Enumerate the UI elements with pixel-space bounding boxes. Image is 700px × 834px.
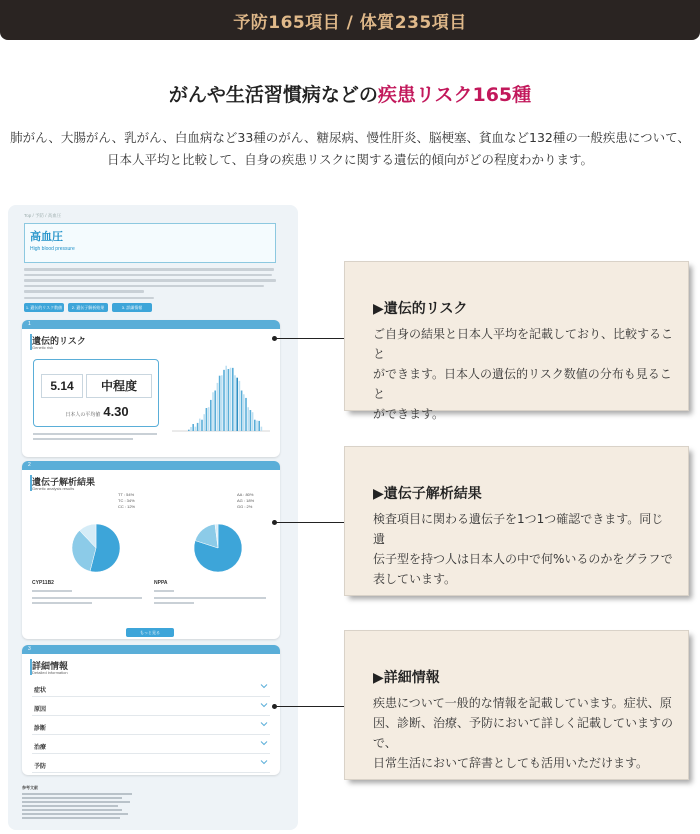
histogram-bar [230, 368, 232, 431]
gene-card-title: 遺伝子解析結果 [32, 477, 96, 487]
gene-1-text-placeholder [32, 590, 142, 607]
connector-line [274, 706, 346, 707]
histogram-bar [236, 378, 238, 431]
intro-text-placeholder [24, 268, 278, 299]
callout-line: ご自身の結果と日本人平均を記載しており、比較すること [373, 327, 674, 361]
histogram-bar [245, 398, 247, 431]
chevron-down-icon [260, 701, 268, 709]
histogram-bar [247, 407, 249, 431]
connector-line [274, 338, 346, 339]
headline-accent: 疾患リスク165種 [377, 84, 532, 106]
histogram-bar [201, 420, 203, 431]
disease-title: 高血圧 [30, 231, 63, 243]
section-nav [24, 303, 278, 312]
pie-2-legend-item: GG : 2% [237, 504, 253, 509]
histogram-bar [252, 412, 254, 431]
callout-title: ▶詳細情報 [373, 670, 440, 686]
section-button-detail[interactable]: 3. 詳細情報 [112, 303, 152, 312]
histogram-bar [192, 424, 194, 431]
chevron-down-icon [260, 739, 268, 747]
headline [0, 80, 700, 107]
detail-card-subtitle: Detailed information [32, 670, 68, 675]
histogram-bar [219, 376, 221, 431]
callout-line: 疾患について一般的な情報を記載しています。症状、原 [373, 696, 672, 710]
chevron-down-icon [260, 682, 268, 690]
gene-card-subtitle: Genetic analysis results [32, 486, 75, 491]
description-line-1: 肺がん、大腸がん、乳がん、白血病など33種のがん、糖尿病、慢性肝炎、脳梗塞、貧血など132種の一般疾患について、 [10, 130, 690, 145]
accordion-prevention[interactable] [32, 754, 270, 773]
accordion-cause[interactable] [32, 697, 270, 716]
gene-card-number: 2 [28, 462, 31, 468]
accordion-label: 治療 [34, 745, 47, 751]
callout-line: 因、診断、治療、予防において詳しく記載していますので、 [373, 716, 674, 750]
histogram-bar [241, 391, 243, 431]
accordion-diagnosis[interactable] [32, 716, 270, 735]
histogram-bar [258, 421, 260, 431]
histogram-bar [208, 407, 210, 431]
gene-card [22, 461, 280, 639]
histogram-bar [232, 368, 234, 431]
gene-2-text-placeholder [154, 590, 266, 607]
references-heading: 参考文献 [22, 785, 38, 790]
detail-card-number: 3 [28, 646, 31, 652]
chevron-down-icon [260, 720, 268, 728]
callout-line: 表しています。 [373, 572, 457, 586]
callout-body [373, 324, 673, 424]
connector-line [274, 522, 346, 523]
callout-gene-analysis [345, 447, 688, 595]
genotype-pie-2 [192, 522, 244, 574]
gene-2-name: NPPA [154, 580, 168, 586]
histogram-bar [188, 430, 190, 431]
risk-value: 5.14 [41, 374, 83, 398]
risk-card-title: 遺伝的リスク [32, 336, 86, 346]
histogram-bar [261, 427, 263, 431]
accordion-label: 診断 [34, 726, 47, 732]
risk-score-box [33, 359, 159, 427]
histogram-bar [228, 369, 230, 431]
histogram-bar [225, 366, 227, 431]
callout-line: 日常生活において辞書としても活用いただけます。 [373, 756, 649, 770]
more-details-button[interactable]: もっと見る [126, 628, 174, 637]
risk-distribution-chart [168, 339, 272, 439]
risk-card-subtitle: Genetic risk [32, 345, 54, 350]
disease-subtitle: High blood pressure [30, 246, 75, 252]
histogram-bar [250, 410, 252, 431]
pie-1-legend [118, 492, 135, 510]
accordion-label: 原因 [34, 707, 47, 713]
pie-1-legend-item: TT : 54% [118, 492, 135, 497]
histogram-bar [256, 421, 258, 431]
banner-text: 予防165項目 / 体質235項目 [233, 12, 467, 33]
callout-title: ▶遺伝的リスク [373, 301, 468, 317]
risk-level: 中程度 [86, 374, 152, 398]
references [22, 785, 162, 821]
accordion-treatment[interactable] [32, 735, 270, 754]
disease-title-box [24, 223, 276, 263]
histogram-bar [195, 427, 197, 431]
histogram-bar [234, 375, 236, 431]
histogram-bar [243, 394, 245, 431]
accordion-label: 予防 [34, 764, 47, 770]
detail-card-title: 詳細情報 [32, 661, 69, 671]
pie-2-legend [237, 492, 254, 510]
gene-1-name: CYP11B2 [32, 580, 54, 586]
average-value: 4.30 [103, 404, 129, 419]
histogram-bar [197, 423, 199, 431]
histogram-bar [217, 383, 219, 431]
pie-2-legend-item: AG : 18% [237, 498, 255, 503]
pie-1-legend-item: TC : 34% [118, 498, 135, 503]
callout-line: ができます。日本人の遺伝的リスク数値の分布も見ること [373, 367, 672, 401]
histogram-bar [190, 427, 192, 431]
headline-prefix: がんや生活習慣病などの [168, 84, 378, 106]
app-preview [8, 205, 298, 830]
genotype-pie-1 [70, 522, 122, 574]
description-line-2: 日本人平均と比較して、自身の疾患リスクに関する遺伝的傾向がどの程度わかります。 [106, 152, 593, 167]
pie-2-legend-item: AA : 80% [237, 492, 254, 497]
top-banner [0, 0, 700, 40]
histogram-bar [212, 392, 214, 431]
chevron-down-icon [260, 758, 268, 766]
risk-note-placeholder [33, 433, 159, 443]
callout-genetic-risk [345, 262, 688, 421]
histogram-bar [203, 414, 205, 431]
histogram-bar [254, 420, 256, 431]
pie-1-legend-item: CC : 12% [118, 504, 136, 509]
histogram-bar [214, 391, 216, 431]
description [0, 127, 700, 171]
callout-body [373, 509, 673, 589]
section-button-risk[interactable]: 1. 遺伝的リスク数値 [25, 305, 63, 310]
average-row [34, 404, 160, 419]
callout-line: 伝子型を持つ人は日本人の中で何%いるのかをグラフで [373, 552, 673, 566]
risk-card [22, 320, 280, 457]
callout-title: ▶遺伝子解析結果 [373, 486, 482, 502]
callout-line: 検査項目に関わる遺伝子を1つ1つ確認できます。同じ遺 [373, 512, 664, 546]
callout-detail-info [345, 631, 688, 779]
histogram-bar [223, 370, 225, 431]
histogram-bar [210, 400, 212, 431]
histogram-bar [199, 419, 201, 431]
callout-line: ができます。 [373, 407, 445, 421]
breadcrumb: Top / 予防 / 高血圧 [24, 213, 62, 218]
accordion-symptoms[interactable] [32, 678, 270, 697]
average-label: 日本人の平均値 [65, 412, 101, 418]
callout-body [373, 693, 673, 773]
detail-card [22, 645, 280, 775]
section-button-gene[interactable]: 2. 遺伝子解析結果 [68, 303, 108, 312]
histogram-bar [221, 375, 223, 431]
histogram-bar [206, 408, 208, 431]
histogram-bar [239, 381, 241, 431]
accordion-label: 症状 [34, 688, 47, 694]
risk-card-number: 1 [28, 321, 31, 327]
preview-header [24, 213, 278, 312]
